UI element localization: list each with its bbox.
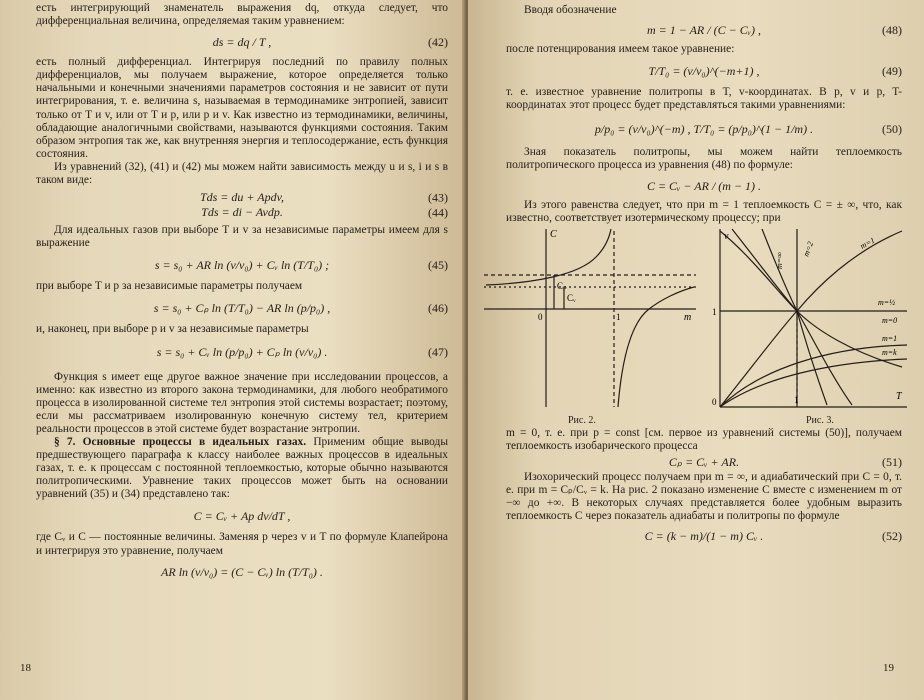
equation-text: C = Cᵥ + Ap dv/dT , [193, 509, 291, 524]
equation-c-right [506, 173, 902, 199]
curve-m1 [720, 345, 907, 407]
equation-50 [506, 112, 902, 146]
label-one-y: 1 [712, 306, 717, 317]
equation-text: p/p₀ = (v/v₀)^(−m) , T/T₀ = (p/p₀)^(1 − 1/m) . [594, 122, 814, 137]
equation-52 [506, 523, 902, 549]
section-paragraph [36, 436, 448, 501]
right-page [468, 0, 924, 700]
equation-text: s = s₀ + Cₚ ln (T/T₀) − AR ln (p/p₀) , [153, 301, 331, 316]
equation-number: (48) [882, 23, 902, 38]
equation-number: (47) [428, 344, 448, 359]
equation-number: (44) [428, 205, 448, 220]
equation-number: (43) [428, 190, 448, 205]
equation-number: (51) [882, 454, 902, 469]
page-number-right: 19 [883, 662, 894, 674]
paragraph: m = 0, т. е. при p = const [см. первое из уравнений системы (50)], получаем теплоемкость изобарического процесса [506, 426, 902, 452]
figure-3-caption: Рис. 3. [806, 414, 834, 426]
label-cp: Cₚ [557, 280, 567, 291]
equation-final-left [36, 558, 448, 586]
figure-3 [702, 227, 912, 413]
label-c: C [550, 228, 557, 240]
paragraph: Зная показатель политропы, мы можем найти теплоемкость политропического процесса из уравнения (48) по формуле: [506, 146, 902, 172]
label-v: v [724, 230, 729, 242]
paragraph: где Cᵥ и C — постоянные величины. Заменяя p через v и T по формуле Клапейрона и интегрируя это уравнение, получаем [36, 531, 448, 557]
equation-text: Tds = di − Avdp. [201, 205, 283, 220]
equation-number: (52) [882, 529, 902, 544]
label-zero: 0 [538, 311, 543, 322]
equation-text: m = 1 − AR / (C − Cᵥ) , [646, 23, 762, 38]
paragraph-text: Применим общие выводы предшествующего параграфа к классу наиболее важных процессов в идеальных газах, т. е. к процессам с постоянной теплоемкостью, которые обычно называются политропическими. Уравнение таких процессов может быть на основании уравнений (35) и (34) представлено так: [36, 435, 449, 501]
label-m-half: m=½ [878, 297, 896, 307]
equation-47 [36, 337, 448, 367]
paragraph: Для идеальных газов при выборе T и v за независимые параметры имеем для s выражение [36, 224, 448, 250]
equation-46 [36, 293, 448, 323]
label-one: 1 [616, 311, 621, 322]
equation-text: s = s₀ + AR ln (v/v₀) + Cᵥ ln (T/T₀) ; [154, 258, 330, 273]
figures [506, 227, 902, 426]
paragraph: Изохорический процесс получаем при m = ∞, и адиабатический при C = 0, т. е. при m = Cₚ/Cᵥ = k. На рис. 2 показано изменение C вместе с изменением m от −∞ до +∞. В некоторых случаях представляется более удобным выразить теплоемкость C через показатель адиабаты и политропы по формуле [506, 470, 902, 523]
paragraph: Из уравнений (32), (41) и (42) мы можем найти зависимость между u и s, i и s в таком виде: [36, 160, 448, 187]
paragraph: и, наконец, при выборе p и v за независимые параметры [36, 323, 309, 336]
equation-text: s = s₀ + Cᵥ ln (p/p₀) + Cₚ ln (v/v₀) . [156, 344, 328, 359]
equation-number: (46) [428, 301, 448, 316]
equation-48 [506, 17, 902, 43]
paragraph: есть полный дифференциал. Интегрируя последний по правилу полных дифференциалов, мы получаем выражение, которое определяется только начальными и конечными значениями параметров состояния и не зависит от пути интегрирования, т. е. величина s, называемая в термодинамике энтропией, зависит только от T и v, или от T и p, или p и v. Как известно из термодинамики, величины, обладающие аналогичными свойствами, называются функциями состояния. Таким образом энтропия так же, как внутренняя энергия и теплосодержание, есть функция состояния. [36, 56, 448, 160]
paragraph: после потенцирования имеем такое уравнение: [506, 43, 735, 56]
equation-c-left [36, 501, 448, 531]
label-one-x: 1 [794, 394, 799, 405]
paragraph: Функция s имеет еще другое важное значение при исследовании процессов, а именно: как известно из второго закона термодинамики, для любого необратимого процесса в изолированной системе тел энтропия этой системы возрастает; поэтому, если мы рассматриваем изолированную конечную систему тел, критерием реальности процессов в этой системе будет возрастание энтропии. [36, 370, 448, 435]
label-mk: m=k [882, 347, 897, 357]
paragraph: т. е. известное уравнение политропы в T, v-координатах. В p, v и p, T-координатах этот процесс будет представляться такими уравнениями: [506, 86, 902, 112]
label-m0: m=0 [882, 315, 898, 325]
equation-number: (49) [882, 64, 902, 79]
figure-2 [484, 227, 696, 413]
label-m2: m=2 [801, 240, 816, 258]
equation-number: (45) [428, 258, 448, 273]
equation-43 [36, 190, 448, 205]
paragraph: Из этого равенства следует, что при m = 1 теплоемкость C = ± ∞, что, как известно, соответствует изотермическому процессу; при [506, 198, 902, 224]
label-t: T [896, 390, 902, 402]
page-number-left: 18 [20, 662, 31, 674]
label-m1-b: m=1 [882, 333, 898, 343]
curve-right-branch [618, 287, 694, 407]
figure-2-caption: Рис. 2. [568, 414, 596, 426]
equation-text: C = Cᵥ − AR / (m − 1) . [646, 178, 762, 193]
equation-45 [36, 250, 448, 280]
equation-49 [506, 56, 902, 86]
label-cv: Cᵥ [567, 292, 576, 303]
curve-left-branch [486, 229, 611, 285]
equation-number: (42) [428, 35, 448, 50]
label-zero: 0 [712, 396, 717, 407]
equation-text: C = (k − m)/(1 − m) Cᵥ . [644, 529, 764, 544]
equation-42 [36, 28, 448, 56]
section-heading: § 7. Основные процессы в идеальных газах. [54, 435, 307, 448]
equation-text: Cₚ = Cᵥ + AR. [668, 454, 740, 469]
equation-text: ds = dq / T , [212, 35, 272, 50]
equation-44 [36, 205, 448, 220]
paragraph: при выборе T и p за независимые параметры получаем [36, 280, 303, 293]
paragraph: Вводя обозначение [524, 4, 617, 16]
label-m: m [684, 311, 692, 323]
equation-number: (50) [882, 122, 902, 137]
equation-51 [506, 453, 902, 471]
curve-m-large [762, 229, 827, 405]
label-m-inf: m=∞ [775, 251, 784, 269]
equation-text: AR ln (v/v₀) = (C − Cᵥ) ln (T/T₀) . [161, 564, 323, 579]
paragraph: есть интегрирующий знаменатель выражения dq, откуда следует, что дифференциальная величина, определяемая таким уравнением: [36, 2, 448, 28]
label-m1: m=1 [858, 235, 877, 251]
equation-text: T/T₀ = (v/v₀)^(−m+1) , [648, 64, 760, 79]
equation-text: Tds = du + Apdv, [199, 190, 285, 205]
